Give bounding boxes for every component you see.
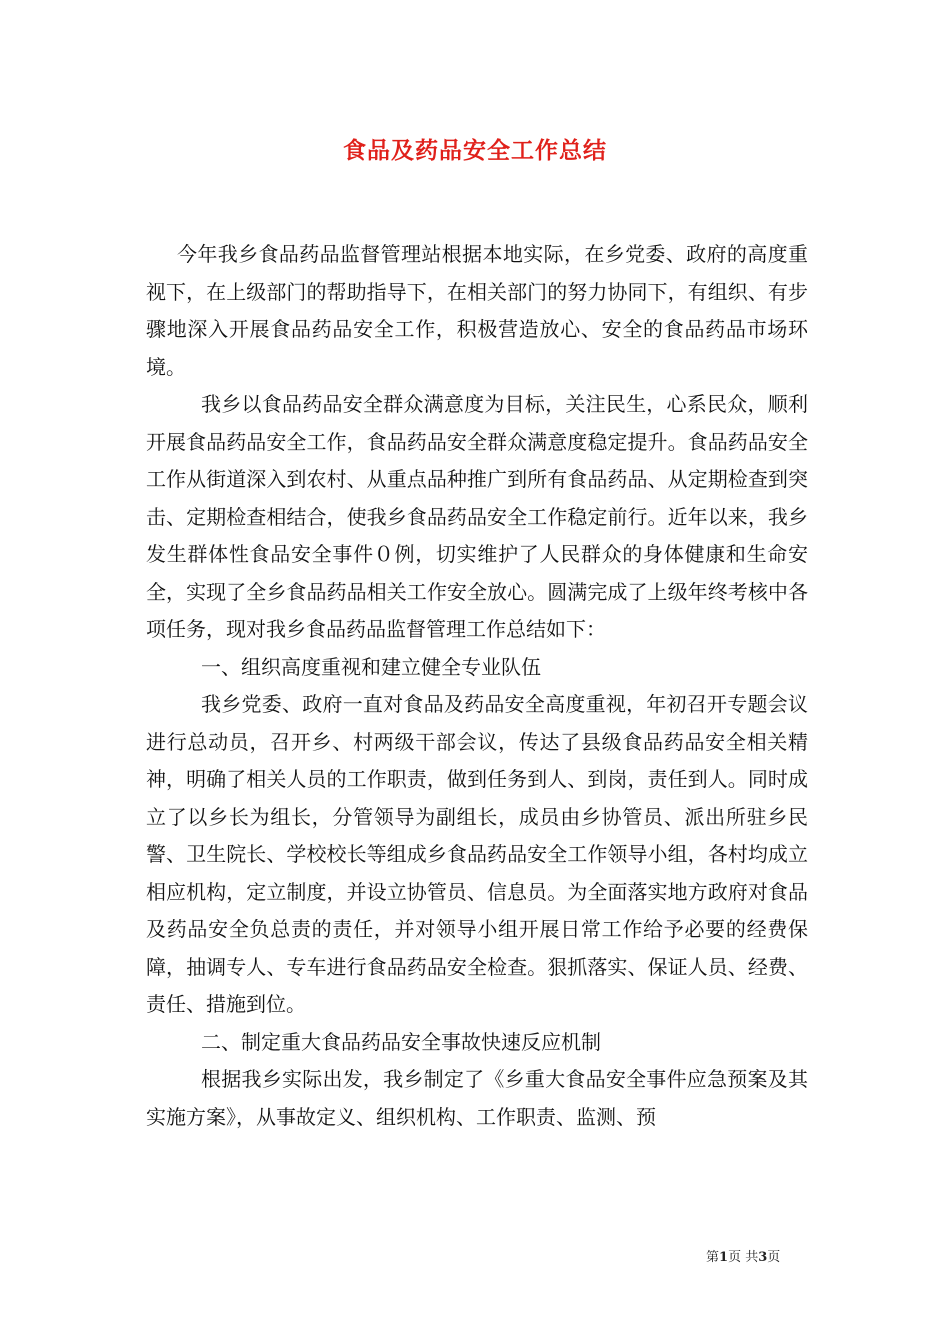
paragraph-section-1: 我乡党委、政府一直对食品及药品安全高度重视，年初召开专题会议进行总动员，召开乡、村两级干部会议，传达了县级食品药品安全相关精神，明确了相关人员的工作职责，做到任务到人、到岗，责任到人。同时成立了以乡长为组长，分管领导为副组长，成员由乡协管员、派出所驻乡民警、卫生院长、学校校长等组成乡食品药品安全工作领导小组，各村均成立相应机构，定立制度，并设立协管员、信息员。为全面落实地方政府对食品及药品安全负总责的责任，并对领导小组开展日常工作给予必要的经费保障，抽调专人、专车进行食品药品安全检查。狠抓落实、保证人员、经费、责任、措施到位。 (146, 692, 808, 1016)
section-heading-1: 一、组织高度重视和建立健全专业队伍 (201, 654, 541, 679)
paragraph-intro: 今年我乡食品药品监督管理站根据本地实际，在乡党委、政府的高度重视下，在上级部门的帮助指导下，在相关部门的努力协同下，有组织、有步骤地深入开展食品药品安全工作，积极营造放心、安全的食品药品市场环境。 (146, 242, 808, 379)
section-heading-2: 二、制定重大食品药品安全事故快速反应机制 (201, 1029, 601, 1054)
paragraph-section-2: 根据我乡实际出发，我乡制定了《乡重大食品安全事件应急预案及其实施方案》，从事故定义、组织机构、工作职责、监测、预 (146, 1067, 808, 1129)
footer-suffix: 页 (767, 1250, 781, 1265)
footer-prefix: 第 (706, 1250, 720, 1265)
footer-total-pages: 3 (758, 1250, 768, 1265)
document-title: 食品及药品安全工作总结 (343, 137, 607, 164)
footer-middle: 页 共 (728, 1250, 759, 1265)
footer-current-page: 1 (719, 1250, 729, 1265)
page-number-footer (706, 1246, 780, 1265)
paragraph-overview: 我乡以食品药品安全群众满意度为目标，关注民生，心系民众，顺利开展食品药品安全工作，食品药品安全群众满意度稳定提升。食品药品安全工作从街道深入到农村、从重点品种推广到所有食品药品、从定期检查到突击、定期检查相结合，使我乡食品药品安全工作稳定前行。近年以来，我乡发生群体性食品安全事件０例，切实维护了人民群众的身体健康和生命安全，实现了全乡食品药品相关工作安全放心。圆满完成了上级年终考核中各项任务，现对我乡食品药品监督管理工作总结如下： (146, 392, 808, 641)
document-body (146, 236, 808, 1136)
